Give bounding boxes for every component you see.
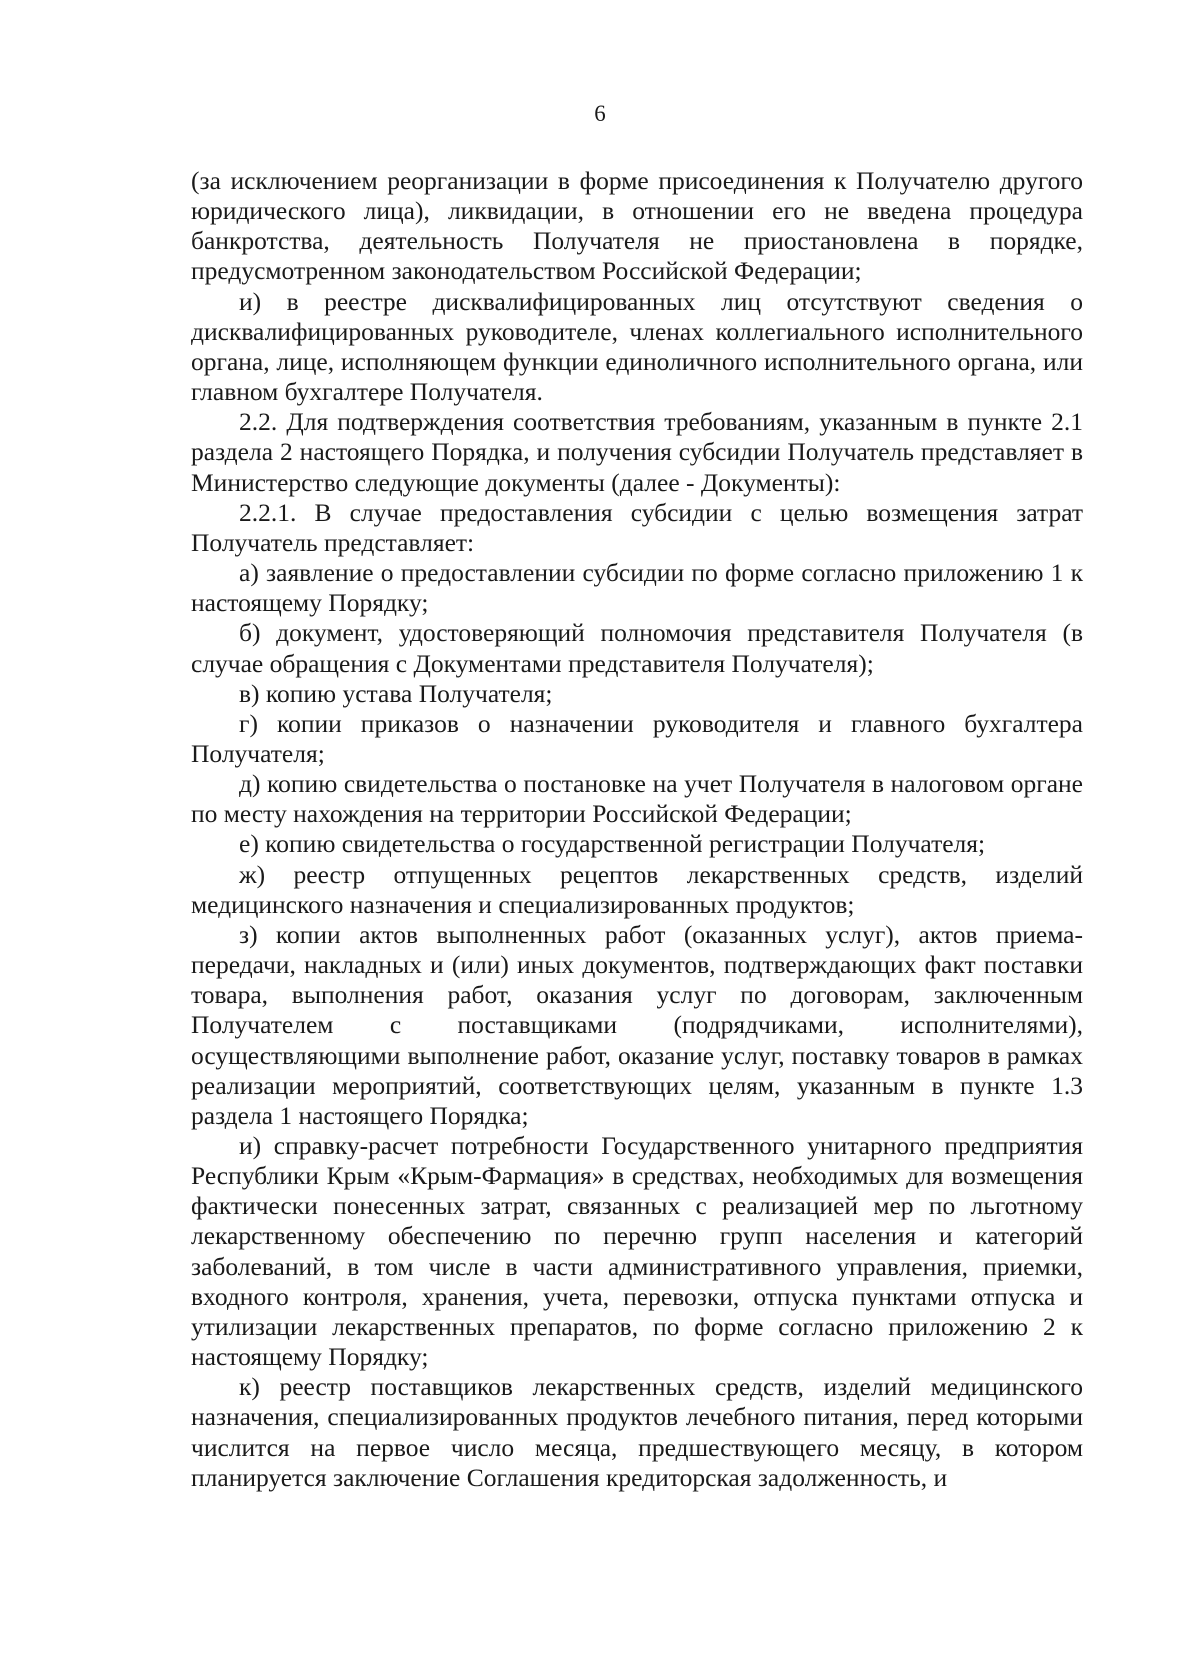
list-item-b: б) документ, удостоверяющий полномочия представителя Получателя (в случае обращения с Документами представителя Получателя); xyxy=(191,618,1083,678)
paragraph-item-i-disqualified: и) в реестре дисквалифицированных лиц отсутствуют сведения о дисквалифицированных руководителе, членах коллегиального исполнительного органа, лице, исполняющем функции единоличного исполнительного органа, или главном бухгалтере Получателя. xyxy=(191,286,1083,407)
list-item-a: а) заявление о предоставлении субсидии по форме согласно приложению 1 к настоящему Порядку; xyxy=(191,558,1083,618)
list-item-k: к) реестр поставщиков лекарственных средств, изделий медицинского назначения, специализированных продуктов лечебного питания, перед которыми числится на первое число месяца, предшествующего месяцу, в котором планируется заключение Соглашения кредиторская задолженность, и xyxy=(191,1372,1083,1492)
list-item-e: е) копию свидетельства о государственной регистрации Получателя; xyxy=(239,829,986,859)
list-item-i-calculation: и) справку-расчет потребности Государственного унитарного предприятия Республики Крым «Крым-Фармация» в средствах, необходимых для возмещения фактически понесенных затрат, связанных с реализацией мер по льготному лекарственному обеспечению по перечню групп населения и категорий заболеваний, в том числе в части административного управления, приемки, входного контроля, хранения, учета, перевозки, отпуска пунктами отпуска и утилизации лекарственных препаратов, по форме согласно приложению 2 к настоящему Порядку; xyxy=(191,1131,1083,1372)
list-item-d: д) копию свидетельства о постановке на учет Получателя в налоговом органе по месту нахождения на территории Российской Федерации; xyxy=(191,769,1083,829)
page-number: 6 xyxy=(594,101,606,126)
list-item-z: з) копии актов выполненных работ (оказанных услуг), актов приема-передачи, накладных и (или) иных документов, подтверждающих факт поставки товара, выполнения работ, оказания услуг по договорам, заключенным Получателем с поставщиками (подрядчиками, исполнителями), осуществляющими выполнение работ, оказание услуг, поставку товаров в рамках реализации мероприятий, соответствующих целям, указанным в пункте 1.3 раздела 1 настоящего Порядка; xyxy=(191,919,1083,1130)
list-item-g: г) копии приказов о назначении руководителя и главного бухгалтера Получателя; xyxy=(191,708,1083,768)
list-item-v: в) копию устава Получателя; xyxy=(239,678,553,708)
paragraph-2-2-1: 2.2.1. В случае предоставления субсидии с целью возмещения затрат Получатель представляет: xyxy=(191,497,1083,557)
paragraph-continuation: (за исключением реорганизации в форме присоединения к Получателю другого юридического лица), ликвидации, в отношении его не введена процедура банкротства, деятельность Получателя не приостановлена в порядке, предусмотренном законодательством Российской Федерации; xyxy=(191,166,1083,286)
document-body xyxy=(191,166,1083,1493)
paragraph-2-2: 2.2. Для подтверждения соответствия требованиям, указанным в пункте 2.1 раздела 2 настоящего Порядка, и получения субсидии Получатель представляет в Министерство следующие документы (далее - Документы): xyxy=(191,407,1083,497)
list-item-zh: ж) реестр отпущенных рецептов лекарственных средств, изделий медицинского назначения и специализированных продуктов; xyxy=(191,859,1083,919)
